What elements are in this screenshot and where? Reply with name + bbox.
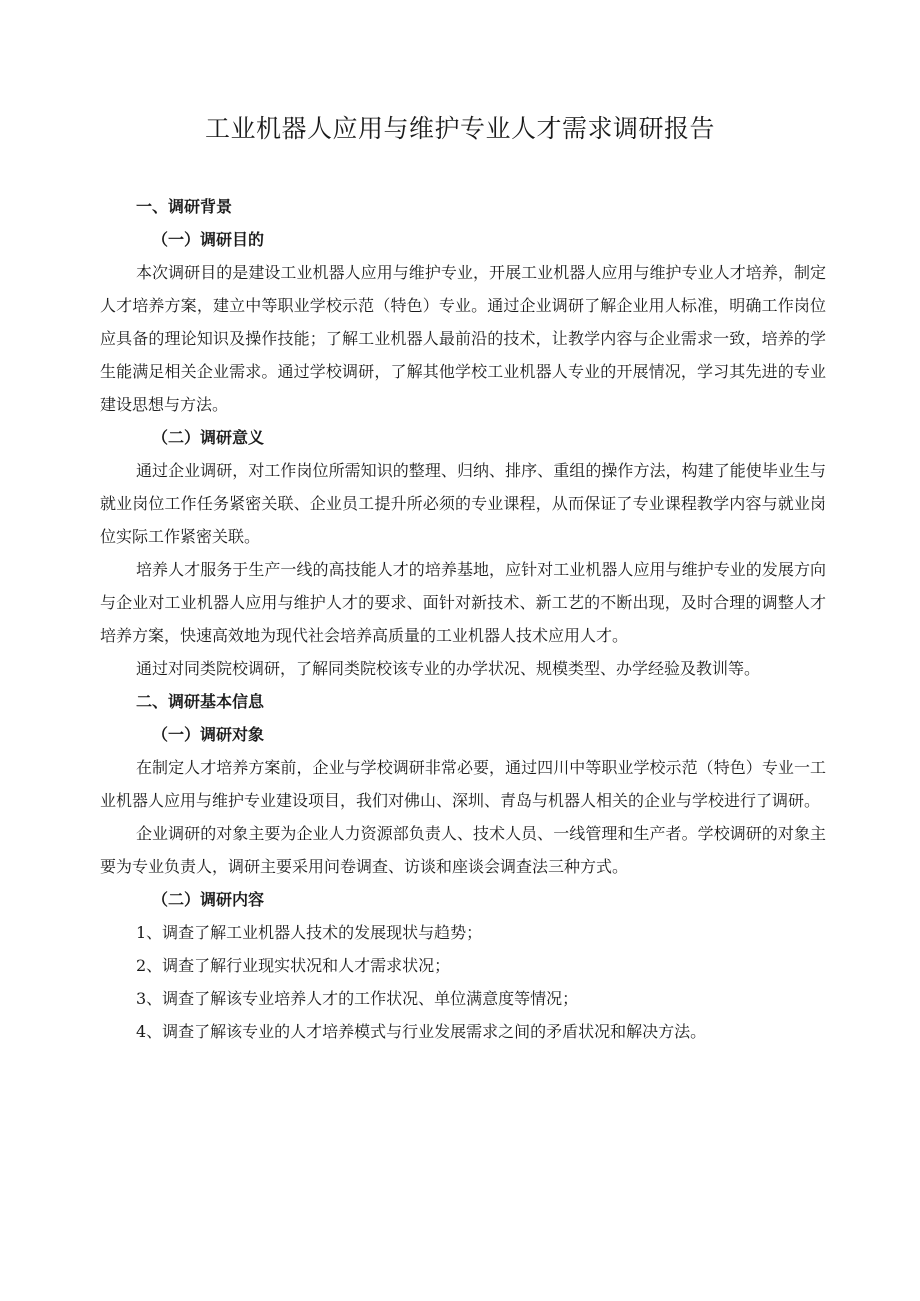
subsection-heading-content: （二）调研内容 — [152, 890, 265, 909]
subsection-heading-significance: （二）调研意义 — [152, 428, 265, 447]
paragraph-significance-3: 通过对同类院校调研，了解同类院校该专业的办学状况、规模类型、办学经验及教训等。 — [136, 659, 761, 678]
document-body — [100, 190, 826, 1048]
content-list-item-1: 1、调查了解工业机器人技术的发展现状与趋势； — [136, 923, 483, 942]
paragraph-purpose: 本次调研目的是建设工业机器人应用与维护专业，开展工业机器人应用与维护专业人才培养，制定人才培养方案，建立中等职业学校示范（特色）专业。通过企业调研了解企业用人标准，明确工作岗位应具备的理论知识及操作技能；了解工业机器人最前沿的技术，让教学内容与企业需求一致，培养的学生能满足相关企业需求。通过学校调研，了解其他学校工业机器人专业的开展情况，学习其先进的专业建设思想与方法。 — [100, 263, 826, 414]
paragraph-subjects-2: 企业调研的对象主要为企业人力资源部负责人、技术人员、一线管理和生产者。学校调研的对象主要为专业负责人，调研主要采用问卷调查、访谈和座谈会调查法三种方式。 — [100, 824, 826, 876]
content-list-item-3: 3、调查了解该专业培养人才的工作状况、单位满意度等情况； — [136, 989, 579, 1008]
content-list-item-2: 2、调查了解行业现实状况和人才需求状况； — [136, 956, 451, 975]
document-title: 工业机器人应用与维护专业人才需求调研报告 — [204, 114, 715, 143]
paragraph-significance-2: 培养人才服务于生产一线的高技能人才的培养基地，应针对工业机器人应用与维护专业的发展方向与企业对工业机器人应用与维护人才的要求、面针对新技术、新工艺的不断出现，及时合理的调整人才培养方案，快速高效地为现代社会培养高质量的工业机器人技术应用人才。 — [100, 560, 826, 645]
section-heading-background: 一、调研背景 — [136, 197, 233, 216]
paragraph-significance-1: 通过企业调研，对工作岗位所需知识的整理、归纳、排序、重组的操作方法，构建了能使毕业生与就业岗位工作任务紧密关联、企业员工提升所必须的专业课程，从而保证了专业课程教学内容与就业岗位实际工作紧密关联。 — [100, 461, 826, 546]
paragraph-subjects-1: 在制定人才培养方案前，企业与学校调研非常必要，通过四川中等职业学校示范（特色）专业一工业机器人应用与维护专业建设项目，我们对佛山、深圳、青岛与机器人相关的企业与学校进行了调研。 — [100, 758, 826, 810]
content-list-item-4: 4、调查了解该专业的人才培养模式与行业发展需求之间的矛盾状况和解决方法。 — [136, 1022, 707, 1041]
section-heading-basic-info: 二、调研基本信息 — [136, 692, 265, 711]
subsection-heading-purpose: （一）调研目的 — [152, 230, 265, 249]
subsection-heading-subjects: （一）调研对象 — [152, 725, 265, 744]
